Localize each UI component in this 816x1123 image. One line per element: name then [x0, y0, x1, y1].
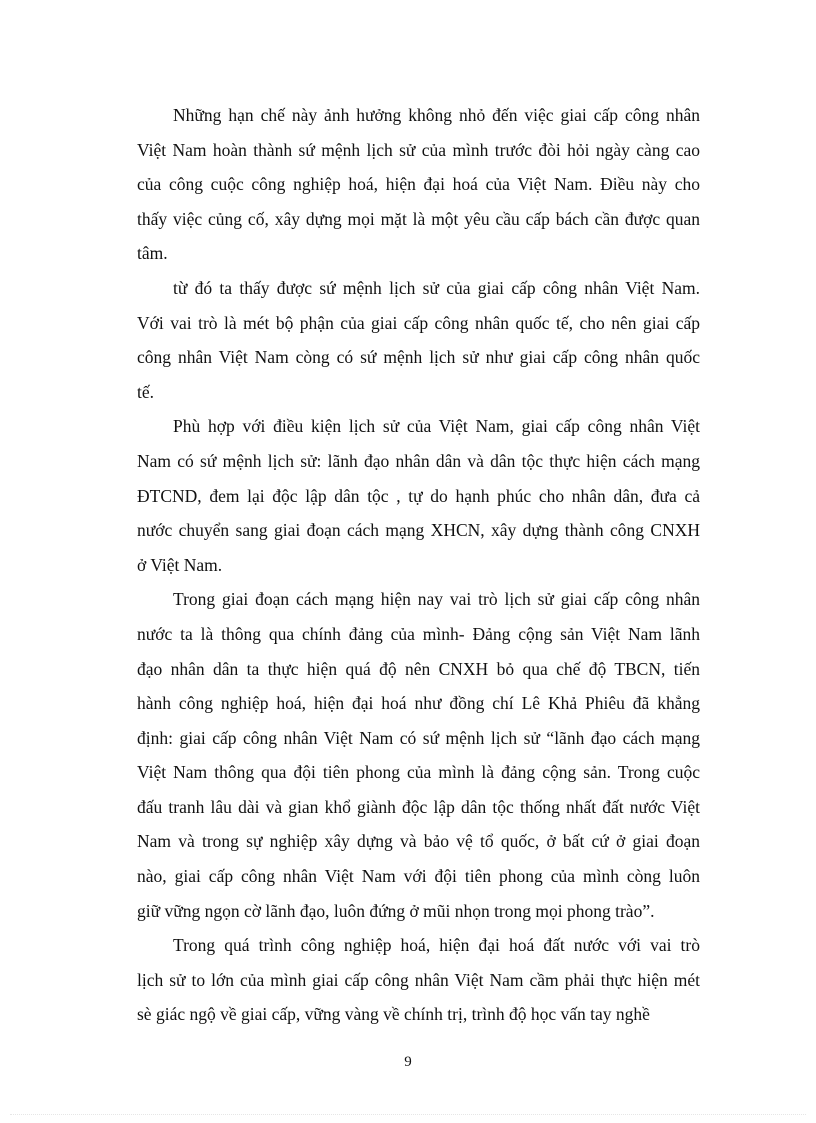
text-line: từ đó ta thấy được sứ mệnh lịch sử của giai cấp công nhân Việt Nam.: [173, 277, 700, 298]
text-line: Những hạn chế này ảnh hưởng không nhỏ đến việc giai cấp công nhân: [173, 105, 700, 125]
text-line: nước ta là thông qua chính đảng của mình- Đảng cộng sản Việt Nam lãnh: [137, 623, 700, 644]
text-line: định: giai cấp công nhân Việt Nam có sứ mệnh lịch sử “lãnh đạo cách mạng: [137, 727, 700, 748]
text-line: tế.: [137, 381, 155, 402]
text-line: Trong giai đoạn cách mạng hiện nay vai trò lịch sử giai cấp công nhân: [173, 589, 700, 610]
text-line: đấu tranh lâu dài và gian khổ giành độc lập dân tộc thống nhất đất nước Việt: [137, 796, 700, 817]
text-line: hành công nghiệp hoá, hiện đại hoá như đồng chí Lê Khả Phiêu đã khẳng: [137, 693, 700, 714]
text-line: đạo nhân dân ta thực hiện quá độ nên CNXH bỏ qua chế độ TBCN, tiến: [137, 658, 700, 679]
body-text: [137, 98, 700, 1032]
text-line: tâm.: [137, 243, 168, 264]
page-number: 9: [404, 1054, 412, 1070]
text-line: nước chuyển sang giai đoạn cách mạng XHCN, xây dựng thành công CNXH: [137, 520, 700, 541]
page-bottom-divider: [10, 1114, 806, 1115]
text-line: giữ vững ngọn cờ lãnh đạo, luôn đứng ở mũi nhọn trong mọi phong trào”.: [137, 900, 655, 921]
text-line: ĐTCND, đem lại độc lập dân tộc , tự do hạnh phúc cho nhân dân, đưa cả: [137, 485, 700, 506]
text-line: lịch sử to lớn của mình giai cấp công nhân Việt Nam cầm phải thực hiện mét: [137, 969, 700, 990]
text-line: công nhân Việt Nam còng có sứ mệnh lịch sử như giai cấp công nhân quốc: [137, 347, 700, 368]
text-line: Với vai trò là mét bộ phận của giai cấp công nhân quốc tế, cho nên giai cấp: [137, 312, 700, 333]
text-line: Phù hợp với điều kiện lịch sử của Việt Nam, giai cấp công nhân Việt: [173, 416, 700, 437]
text-line: Việt Nam thông qua đội tiên phong của mình là đảng cộng sản. Trong cuộc: [137, 762, 700, 783]
text-line: nào, giai cấp công nhân Việt Nam với đội tiên phong của mình còng luôn: [137, 866, 700, 887]
text-line: Nam có sứ mệnh lịch sử: lãnh đạo nhân dân và dân tộc thực hiện cách mạng: [137, 450, 700, 471]
text-line: ở Việt Nam.: [137, 554, 223, 575]
text-line: sè giác ngộ về giai cấp, vững vàng về chính trị, trình độ học vấn tay nghề: [137, 1004, 650, 1025]
text-line: thấy việc củng cố, xây dựng mọi mặt là một yêu cầu cấp bách cần được quan: [137, 208, 700, 229]
text-line: Trong quá trình công nghiệp hoá, hiện đại hoá đất nước với vai trò: [173, 935, 700, 956]
text-line: Việt Nam hoàn thành sứ mệnh lịch sử của mình trước đòi hỏi ngày càng cao: [137, 139, 700, 160]
text-line: Nam và trong sự nghiệp xây dựng và bảo vệ tổ quốc, ở bất cứ ở giai đoạn: [137, 831, 700, 852]
text-line: của công cuộc công nghiệp hoá, hiện đại hoá của Việt Nam. Điều này cho: [137, 174, 700, 195]
